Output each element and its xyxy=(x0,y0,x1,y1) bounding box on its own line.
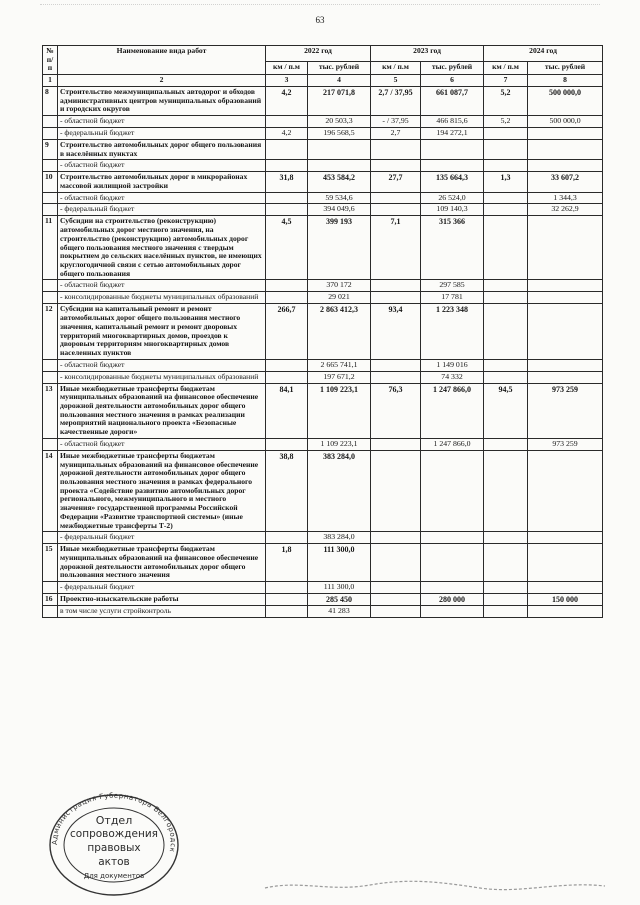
row-value: 135 664,3 xyxy=(421,172,484,192)
row-value xyxy=(528,544,603,582)
row-value xyxy=(266,280,308,292)
row-value: 93,4 xyxy=(371,304,421,359)
row-value: 399 193 xyxy=(308,216,371,280)
col-number: 8 xyxy=(528,75,603,87)
row-value xyxy=(371,359,421,371)
row-value xyxy=(528,304,603,359)
row-value: 266,7 xyxy=(266,304,308,359)
row-value xyxy=(371,438,421,450)
row-value: 26 524,0 xyxy=(421,192,484,204)
row-value: 383 284,0 xyxy=(308,532,371,544)
row-number xyxy=(43,532,58,544)
table-row-item xyxy=(43,450,603,531)
row-value: 4,2 xyxy=(266,127,308,139)
row-value: 196 568,5 xyxy=(308,127,371,139)
row-name: Строительство автомобильных дорог общего пользования в населённых пунктах xyxy=(58,139,266,159)
row-value xyxy=(371,280,421,292)
table-row-item xyxy=(43,172,603,192)
row-value: 394 049,6 xyxy=(308,204,371,216)
row-name: - консолидированные бюджеты муниципальных образований xyxy=(58,371,266,383)
row-value: 59 534,6 xyxy=(308,192,371,204)
row-value: 973 259 xyxy=(528,438,603,450)
row-number xyxy=(43,438,58,450)
row-value: 2,7 xyxy=(371,127,421,139)
row-number: 13 xyxy=(43,383,58,438)
row-value xyxy=(484,192,528,204)
row-number xyxy=(43,192,58,204)
row-value: 453 584,2 xyxy=(308,172,371,192)
table-row-item xyxy=(43,139,603,159)
col-header-unit-km: км / п.м xyxy=(266,61,308,74)
row-name: - областной бюджет xyxy=(58,160,266,172)
col-header-no: № п/п xyxy=(43,46,58,75)
row-value: 150 000 xyxy=(528,594,603,606)
row-name: - областной бюджет xyxy=(58,116,266,128)
col-header-year-2023: 2023 год xyxy=(371,46,484,62)
row-value xyxy=(421,160,484,172)
row-value xyxy=(484,544,528,582)
row-name: Проектно-изыскательские работы xyxy=(58,594,266,606)
row-value xyxy=(266,371,308,383)
row-value xyxy=(266,532,308,544)
row-name: - федеральный бюджет xyxy=(58,127,266,139)
col-number: 1 xyxy=(43,75,58,87)
official-stamp xyxy=(44,790,184,900)
row-value xyxy=(484,160,528,172)
row-number: 10 xyxy=(43,172,58,192)
row-value: 7,1 xyxy=(371,216,421,280)
row-value: 111 300,0 xyxy=(308,582,371,594)
table-row-item xyxy=(43,594,603,606)
row-value xyxy=(528,582,603,594)
row-value xyxy=(371,160,421,172)
table-row-subitem xyxy=(43,280,603,292)
page-number: 63 xyxy=(315,15,325,25)
row-name: - консолидированные бюджеты муниципальных образований xyxy=(58,292,266,304)
row-number: 12 xyxy=(43,304,58,359)
row-value: 2 863 412,3 xyxy=(308,304,371,359)
col-header-name: Наименование вида работ xyxy=(58,46,266,75)
row-name: - областной бюджет xyxy=(58,359,266,371)
row-number xyxy=(43,359,58,371)
row-value: 297 585 xyxy=(421,280,484,292)
row-name: Иные межбюджетные трансферты бюджетам муниципальных образований на финансовое обеспечение дорожной деятельности автомобильных дорог общего пользования местного значения xyxy=(58,544,266,582)
table-row-subitem xyxy=(43,292,603,304)
stamp-ring-text: Администрация Губернатора Белгородск xyxy=(50,791,178,854)
row-number: 8 xyxy=(43,86,58,115)
col-number: 2 xyxy=(58,75,266,87)
row-name: - областной бюджет xyxy=(58,192,266,204)
row-name: Иные межбюджетные трансферты бюджетам муниципальных образований на финансовое обеспечение дорожной деятельности автомобильных дорог общего пользования местного значения в рамках федерального проекта «Содействие развитию автомобильных дорог регионального, межмуниципального и местного значения» государственной программы Российской Федерации «Развитие транспортной системы» (иные межбюджетные трансферты Т-2) xyxy=(58,450,266,531)
row-number: 9 xyxy=(43,139,58,159)
row-value xyxy=(308,160,371,172)
table-row-item xyxy=(43,383,603,438)
row-number xyxy=(43,292,58,304)
row-value xyxy=(266,160,308,172)
row-value xyxy=(484,216,528,280)
row-name: - федеральный бюджет xyxy=(58,582,266,594)
row-value: 1,3 xyxy=(484,172,528,192)
row-value xyxy=(266,606,308,618)
col-header-unit-rub: тыс. рублей xyxy=(308,61,371,74)
col-header-year-2022: 2022 год xyxy=(266,46,371,62)
row-number xyxy=(43,204,58,216)
row-value: 661 087,7 xyxy=(421,86,484,115)
row-value: 4,5 xyxy=(266,216,308,280)
col-number: 3 xyxy=(266,75,308,87)
row-value: 370 172 xyxy=(308,280,371,292)
row-value xyxy=(371,371,421,383)
table-row-subitem xyxy=(43,438,603,450)
row-value: 500 000,0 xyxy=(528,86,603,115)
row-value xyxy=(484,280,528,292)
row-value xyxy=(266,438,308,450)
row-number: 14 xyxy=(43,450,58,531)
row-name: Субсидии на строительство (реконструкцию) автомобильных дорог местного значения, на строительство (реконструкцию) автомобильных дорог общего пользования местного значения с твердым покрытием до сельских населённых пунктов, не имеющих круглогодичной связи с сетью автомобильных дорог общего пользования xyxy=(58,216,266,280)
row-value xyxy=(421,139,484,159)
row-value: 1 247 866,0 xyxy=(421,438,484,450)
row-value xyxy=(421,532,484,544)
row-value xyxy=(308,139,371,159)
stamp-line: правовых xyxy=(87,842,141,854)
table-row-item xyxy=(43,304,603,359)
row-name: Строительство межмуниципальных автодорог и обходов административных центров муниципальных образований и городских округов xyxy=(58,86,266,115)
row-value xyxy=(266,192,308,204)
row-value xyxy=(371,594,421,606)
row-value xyxy=(528,127,603,139)
col-header-year-2024: 2024 год xyxy=(484,46,603,62)
row-value xyxy=(484,139,528,159)
row-value: 33 607,2 xyxy=(528,172,603,192)
row-value: 17 781 xyxy=(421,292,484,304)
row-value: 383 284,0 xyxy=(308,450,371,531)
row-number: 15 xyxy=(43,544,58,582)
table-row-subitem xyxy=(43,192,603,204)
row-value xyxy=(528,280,603,292)
col-header-unit-km: км / п.м xyxy=(484,61,528,74)
table-row-item xyxy=(43,216,603,280)
row-value: 500 000,0 xyxy=(528,116,603,128)
works-table xyxy=(42,45,603,618)
table-row-item xyxy=(43,544,603,582)
row-number xyxy=(43,606,58,618)
row-value: 38,8 xyxy=(266,450,308,531)
table-row-subitem xyxy=(43,582,603,594)
stamp-line: сопровождения xyxy=(70,828,158,840)
row-name: Строительство автомобильных дорог в микрорайонах массовой жилищной застройки xyxy=(58,172,266,192)
row-value xyxy=(484,594,528,606)
scan-noise xyxy=(40,4,600,11)
row-value xyxy=(371,204,421,216)
row-value xyxy=(421,606,484,618)
row-value xyxy=(528,606,603,618)
table-row-subitem xyxy=(43,606,603,618)
col-number: 7 xyxy=(484,75,528,87)
row-value: 1 109 223,1 xyxy=(308,383,371,438)
col-header-unit-km: км / п.м xyxy=(371,61,421,74)
row-number xyxy=(43,582,58,594)
row-value xyxy=(266,204,308,216)
row-name: - областной бюджет xyxy=(58,280,266,292)
row-value: 94,5 xyxy=(484,383,528,438)
row-value xyxy=(371,544,421,582)
row-value: 1 149 016 xyxy=(421,359,484,371)
row-value xyxy=(528,359,603,371)
row-number xyxy=(43,371,58,383)
row-value xyxy=(484,438,528,450)
row-value: 2,7 / 37,95 xyxy=(371,86,421,115)
stamp-line: Отдел xyxy=(95,814,133,827)
row-value xyxy=(484,606,528,618)
row-value: 280 000 xyxy=(421,594,484,606)
row-value xyxy=(421,544,484,582)
row-value xyxy=(266,292,308,304)
row-value xyxy=(528,532,603,544)
table-row-subitem xyxy=(43,359,603,371)
row-value xyxy=(484,304,528,359)
row-value: 973 259 xyxy=(528,383,603,438)
row-value: 5,2 xyxy=(484,86,528,115)
row-value xyxy=(484,532,528,544)
signature-icon xyxy=(260,876,610,894)
row-value: 5,2 xyxy=(484,116,528,128)
row-value xyxy=(484,292,528,304)
row-value xyxy=(371,582,421,594)
row-value: 32 262,9 xyxy=(528,204,603,216)
table-row-subitem xyxy=(43,204,603,216)
row-value: 29 021 xyxy=(308,292,371,304)
row-number: 11 xyxy=(43,216,58,280)
table-row-item xyxy=(43,86,603,115)
col-header-unit-rub: тыс. рублей xyxy=(421,61,484,74)
row-name: - областной бюджет xyxy=(58,438,266,450)
row-value xyxy=(528,371,603,383)
row-value: 1 344,3 xyxy=(528,192,603,204)
row-value xyxy=(266,139,308,159)
row-value: 41 283 xyxy=(308,606,371,618)
row-value: 285 450 xyxy=(308,594,371,606)
row-value xyxy=(528,450,603,531)
row-value xyxy=(371,532,421,544)
row-value: 1 223 348 xyxy=(421,304,484,359)
row-value: 1,8 xyxy=(266,544,308,582)
row-number xyxy=(43,116,58,128)
row-value xyxy=(266,582,308,594)
table-row-subitem xyxy=(43,127,603,139)
row-value: 217 071,8 xyxy=(308,86,371,115)
table-row-subitem xyxy=(43,532,603,544)
row-value: 20 503,3 xyxy=(308,116,371,128)
stamp-bottom-text: Для документов xyxy=(83,872,145,880)
row-value xyxy=(371,606,421,618)
row-value: 2 665 741,1 xyxy=(308,359,371,371)
row-number: 16 xyxy=(43,594,58,606)
col-number: 5 xyxy=(371,75,421,87)
row-value: 31,8 xyxy=(266,172,308,192)
row-name: - федеральный бюджет xyxy=(58,204,266,216)
col-number: 6 xyxy=(421,75,484,87)
row-value: 74 332 xyxy=(421,371,484,383)
row-value xyxy=(266,359,308,371)
row-value xyxy=(484,582,528,594)
row-value xyxy=(266,116,308,128)
row-value: - / 37,95 xyxy=(371,116,421,128)
row-value: 194 272,1 xyxy=(421,127,484,139)
row-value: 27,7 xyxy=(371,172,421,192)
row-value xyxy=(484,204,528,216)
row-value: 1 109 223,1 xyxy=(308,438,371,450)
row-value: 1 247 866,0 xyxy=(421,383,484,438)
row-value xyxy=(371,292,421,304)
row-value: 315 366 xyxy=(421,216,484,280)
row-value: 76,3 xyxy=(371,383,421,438)
row-value xyxy=(266,594,308,606)
row-value xyxy=(421,450,484,531)
table-row-subitem xyxy=(43,160,603,172)
row-value xyxy=(371,192,421,204)
row-value: 197 671,2 xyxy=(308,371,371,383)
row-name: Субсидии на капитальный ремонт и ремонт автомобильных дорог общего пользования местного значения, капитальный ремонт и ремонт дворовых территорий многоквартирных домов, проездов к дворовым территориям многоквартирных домов населенных пунктов xyxy=(58,304,266,359)
row-number xyxy=(43,160,58,172)
col-header-unit-rub: тыс. рублей xyxy=(528,61,603,74)
row-value xyxy=(484,127,528,139)
row-value xyxy=(484,359,528,371)
col-number: 4 xyxy=(308,75,371,87)
row-name: в том числе услуги стройконтроль xyxy=(58,606,266,618)
row-name: - федеральный бюджет xyxy=(58,532,266,544)
row-number xyxy=(43,280,58,292)
row-value xyxy=(371,139,421,159)
table-row-subitem xyxy=(43,371,603,383)
row-number xyxy=(43,127,58,139)
row-value xyxy=(528,160,603,172)
row-value xyxy=(484,371,528,383)
row-value xyxy=(528,292,603,304)
row-value xyxy=(528,139,603,159)
row-value: 84,1 xyxy=(266,383,308,438)
row-value: 466 815,6 xyxy=(421,116,484,128)
row-value xyxy=(371,450,421,531)
row-value xyxy=(528,216,603,280)
row-value: 109 140,3 xyxy=(421,204,484,216)
row-value xyxy=(484,450,528,531)
row-value: 111 300,0 xyxy=(308,544,371,582)
table-row-subitem xyxy=(43,116,603,128)
row-name: Иные межбюджетные трансферты бюджетам муниципальных образований на финансовое обеспечение дорожной деятельности автомобильных дорог общего пользования местного значения в рамках реализации мероприятий национального проекта «Безопасные качественные дороги» xyxy=(58,383,266,438)
stamp-line: актов xyxy=(98,856,130,868)
row-value: 4,2 xyxy=(266,86,308,115)
row-value xyxy=(421,582,484,594)
